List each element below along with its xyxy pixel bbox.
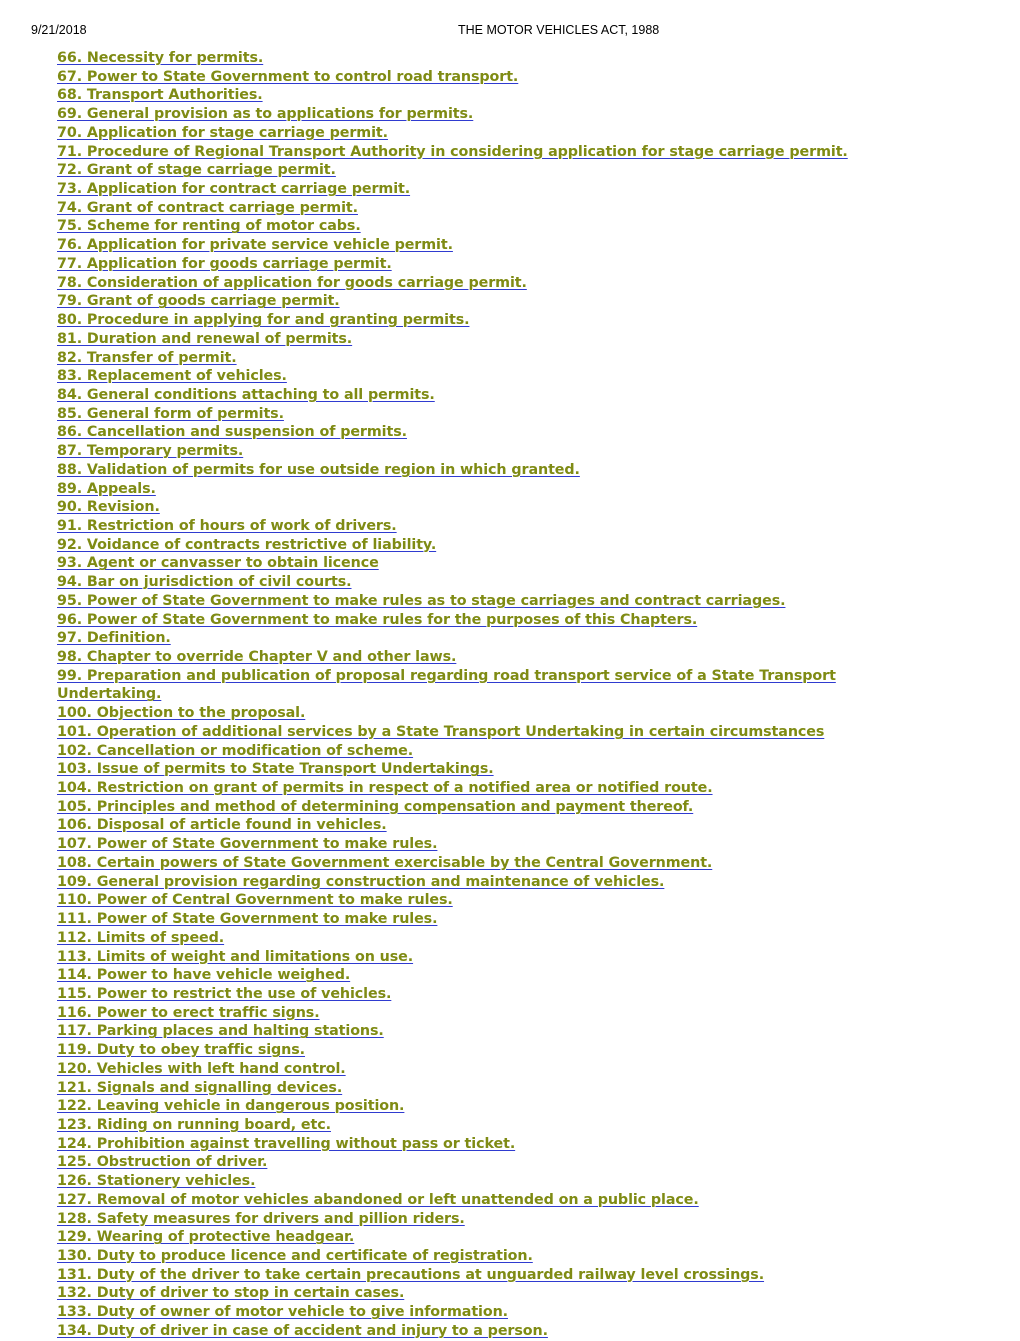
section-list-item — [57, 1041, 902, 1060]
section-link[interactable]: 94. Bar on jurisdiction of civil courts. — [57, 574, 352, 591]
section-link[interactable]: 119. Duty to obey traffic signs. — [57, 1042, 306, 1059]
section-list-item — [57, 835, 902, 854]
section-list-item — [57, 966, 902, 985]
print-date: 9/21/2018 — [31, 23, 87, 37]
section-list-item — [57, 236, 902, 255]
section-list-item — [57, 442, 902, 461]
section-link[interactable]: 81. Duration and renewal of permits. — [57, 330, 353, 347]
section-list-item — [57, 929, 902, 948]
section-list-item — [57, 592, 902, 611]
section-list-item — [57, 1116, 902, 1135]
section-list-item — [57, 648, 902, 667]
section-link[interactable]: 89. Appeals. — [57, 480, 156, 497]
section-list-item — [57, 161, 902, 180]
section-link[interactable]: 96. Power of State Government to make rules for the purposes of this Chapters. — [57, 611, 698, 628]
section-list-item — [57, 573, 902, 592]
section-link[interactable]: 131. Duty of the driver to take certain precautions at unguarded railway level crossings. — [57, 1266, 765, 1283]
section-list-item — [57, 873, 902, 892]
section-list-item — [57, 461, 902, 480]
section-link[interactable]: 78. Consideration of application for goods carriage permit. — [57, 274, 527, 291]
section-list-item — [57, 86, 902, 105]
section-list-item — [57, 1210, 902, 1229]
section-link[interactable]: 125. Obstruction of driver. — [57, 1154, 268, 1171]
section-link[interactable]: 76. Application for private service vehicle permit. — [57, 237, 453, 254]
section-link[interactable]: 85. General form of permits. — [57, 405, 284, 422]
section-list-item — [57, 1247, 902, 1266]
section-list-item — [57, 143, 902, 162]
section-list-item — [57, 1284, 902, 1303]
section-link[interactable]: 79. Grant of goods carriage permit. — [57, 293, 340, 310]
section-list-item — [57, 1322, 902, 1341]
section-link[interactable]: 114. Power to have vehicle weighed. — [57, 967, 351, 984]
section-link[interactable]: 73. Application for contract carriage permit. — [57, 181, 411, 198]
section-list-item — [57, 1079, 902, 1098]
section-list-item — [57, 367, 902, 386]
section-list-item — [57, 405, 902, 424]
section-list-item — [57, 985, 902, 1004]
section-list-item — [57, 1172, 902, 1191]
section-list-item — [57, 723, 902, 742]
section-link[interactable]: 130. Duty to produce licence and certificate of registration. — [57, 1248, 533, 1264]
section-list-item — [57, 760, 902, 779]
section-list-item — [57, 349, 902, 368]
section-list-item — [57, 891, 902, 910]
section-list-item — [57, 180, 902, 199]
section-link[interactable]: 112. Limits of speed. — [57, 929, 225, 946]
section-list-item — [57, 217, 902, 236]
document-title: THE MOTOR VEHICLES ACT, 1988 — [458, 23, 660, 37]
section-link[interactable]: 66. Necessity for permits. — [57, 50, 264, 66]
section-list-item — [57, 816, 902, 835]
section-link[interactable]: 92. Voidance of contracts restrictive of liability. — [57, 536, 437, 553]
section-list-item — [57, 292, 902, 311]
section-list-item — [57, 1191, 902, 1210]
section-list-item — [57, 49, 902, 68]
section-link[interactable]: 93. Agent or canvasser to obtain licence — [57, 555, 379, 572]
section-list-item — [57, 480, 902, 499]
section-link[interactable]: 70. Application for stage carriage permit. — [57, 124, 388, 141]
section-link[interactable]: 98. Chapter to override Chapter V and other laws. — [57, 649, 457, 665]
section-link[interactable]: 91. Restriction of hours of work of drivers. — [57, 517, 397, 534]
section-list-item — [57, 274, 902, 293]
section-link[interactable]: 97. Definition. — [57, 630, 171, 647]
section-link[interactable]: 82. Transfer of permit. — [57, 349, 237, 366]
section-link[interactable]: 74. Grant of contract carriage permit. — [57, 199, 358, 216]
section-link[interactable]: 106. Disposal of article found in vehicles. — [57, 817, 387, 834]
section-list-item — [57, 330, 902, 349]
section-list-item — [57, 1266, 902, 1285]
section-link[interactable]: 69. General provision as to applications for permits. — [57, 106, 474, 123]
section-link[interactable]: 120. Vehicles with left hand control. — [57, 1060, 346, 1077]
section-list-item — [57, 386, 902, 405]
section-link[interactable]: 133. Duty of owner of motor vehicle to give information. — [57, 1304, 508, 1321]
section-link[interactable]: 104. Restriction on grant of permits in respect of a notified area or notified route. — [57, 780, 713, 797]
section-link[interactable]: 108. Certain powers of State Government exercisable by the Central Government. — [57, 854, 713, 871]
section-list-item — [57, 1060, 902, 1079]
section-list-item — [57, 1303, 902, 1322]
section-list-item — [57, 742, 902, 761]
section-list-item — [57, 105, 902, 124]
section-link[interactable]: 127. Removal of motor vehicles abandoned or left unattended on a public place. — [57, 1191, 699, 1208]
section-list-item — [57, 1004, 902, 1023]
section-link[interactable]: 126. Stationery vehicles. — [57, 1173, 256, 1190]
print-header — [0, 23, 1020, 41]
section-link[interactable]: 80. Procedure in applying for and granting permits. — [57, 312, 470, 329]
section-list-item — [57, 1228, 902, 1247]
section-link[interactable]: 134. Duty of driver in case of accident and injury to a person. — [57, 1322, 548, 1339]
section-link[interactable]: 117. Parking places and halting stations. — [57, 1023, 384, 1040]
section-link[interactable]: 75. Scheme for renting of motor cabs. — [57, 218, 361, 235]
section-list-item — [57, 779, 902, 798]
section-link[interactable]: 113. Limits of weight and limitations on use. — [57, 948, 414, 965]
section-link[interactable]: 102. Cancellation or modification of scheme. — [57, 742, 414, 759]
section-link[interactable]: 71. Procedure of Regional Transport Authority in considering application for stage carriage permit. — [57, 143, 848, 160]
section-list-item — [57, 423, 902, 442]
section-link[interactable]: 128. Safety measures for drivers and pillion riders. — [57, 1210, 465, 1227]
section-list-item — [57, 1097, 902, 1116]
section-link[interactable]: 67. Power to State Government to control road transport. — [57, 68, 519, 85]
section-list-item — [57, 629, 902, 648]
section-list-item — [57, 704, 902, 723]
section-list-item — [57, 611, 902, 630]
section-list-item — [57, 798, 902, 817]
section-link[interactable]: 129. Wearing of protective headgear. — [57, 1229, 355, 1246]
section-link[interactable]: 116. Power to erect traffic signs. — [57, 1004, 320, 1021]
section-list-item — [57, 124, 902, 143]
section-link[interactable]: 124. Prohibition against travelling without pass or ticket. — [57, 1135, 516, 1152]
section-link[interactable]: 109. General provision regarding construction and maintenance of vehicles. — [57, 873, 665, 890]
section-link[interactable]: 122. Leaving vehicle in dangerous position. — [57, 1098, 405, 1115]
section-list-item — [57, 910, 902, 929]
section-link[interactable]: 90. Revision. — [57, 499, 160, 516]
section-link[interactable]: 115. Power to restrict the use of vehicles. — [57, 985, 392, 1002]
section-link[interactable]: 87. Temporary permits. — [57, 443, 244, 460]
section-link[interactable]: 86. Cancellation and suspension of permits. — [57, 424, 407, 441]
section-list-item — [57, 255, 902, 274]
section-link[interactable]: 99. Preparation and publication of proposal regarding road transport service of a State Transport Undertaking. — [57, 667, 836, 703]
section-list-item — [57, 1135, 902, 1154]
section-list-item — [57, 199, 902, 218]
section-link-list — [57, 49, 902, 1341]
section-link[interactable]: 103. Issue of permits to State Transport Undertakings. — [57, 761, 494, 778]
section-link[interactable]: 72. Grant of stage carriage permit. — [57, 162, 336, 179]
section-link[interactable]: 83. Replacement of vehicles. — [57, 368, 287, 385]
section-link[interactable]: 121. Signals and signalling devices. — [57, 1079, 343, 1096]
section-link[interactable]: 110. Power of Central Government to make rules. — [57, 892, 453, 909]
section-link[interactable]: 132. Duty of driver to stop in certain cases. — [57, 1285, 405, 1302]
section-list-item — [57, 1153, 902, 1172]
section-link[interactable]: 123. Riding on running board, etc. — [57, 1116, 331, 1133]
section-list-item — [57, 517, 902, 536]
section-list-item — [57, 536, 902, 555]
section-link[interactable]: 84. General conditions attaching to all permits. — [57, 386, 435, 403]
section-link[interactable]: 101. Operation of additional services by a State Transport Undertaking in certain circumstances — [57, 723, 825, 740]
section-list-item — [57, 498, 902, 517]
section-link[interactable]: 88. Validation of permits for use outside region in which granted. — [57, 461, 580, 478]
section-link[interactable]: 107. Power of State Government to make rules. — [57, 836, 438, 853]
section-link[interactable]: 77. Application for goods carriage permit. — [57, 255, 392, 272]
section-list-item — [57, 667, 902, 704]
section-list-item — [57, 554, 902, 573]
section-link[interactable]: 100. Objection to the proposal. — [57, 705, 306, 722]
section-list-item — [57, 854, 902, 873]
section-link[interactable]: 111. Power of State Government to make rules. — [57, 911, 438, 928]
section-link[interactable]: 105. Principles and method of determining compensation and payment thereof. — [57, 798, 694, 815]
section-list-item — [57, 311, 902, 330]
section-link[interactable]: 68. Transport Authorities. — [57, 87, 263, 104]
section-list-item — [57, 68, 902, 87]
section-link[interactable]: 95. Power of State Government to make rules as to stage carriages and contract carriages. — [57, 592, 786, 609]
section-list-item — [57, 1022, 902, 1041]
section-list-item — [57, 948, 902, 967]
